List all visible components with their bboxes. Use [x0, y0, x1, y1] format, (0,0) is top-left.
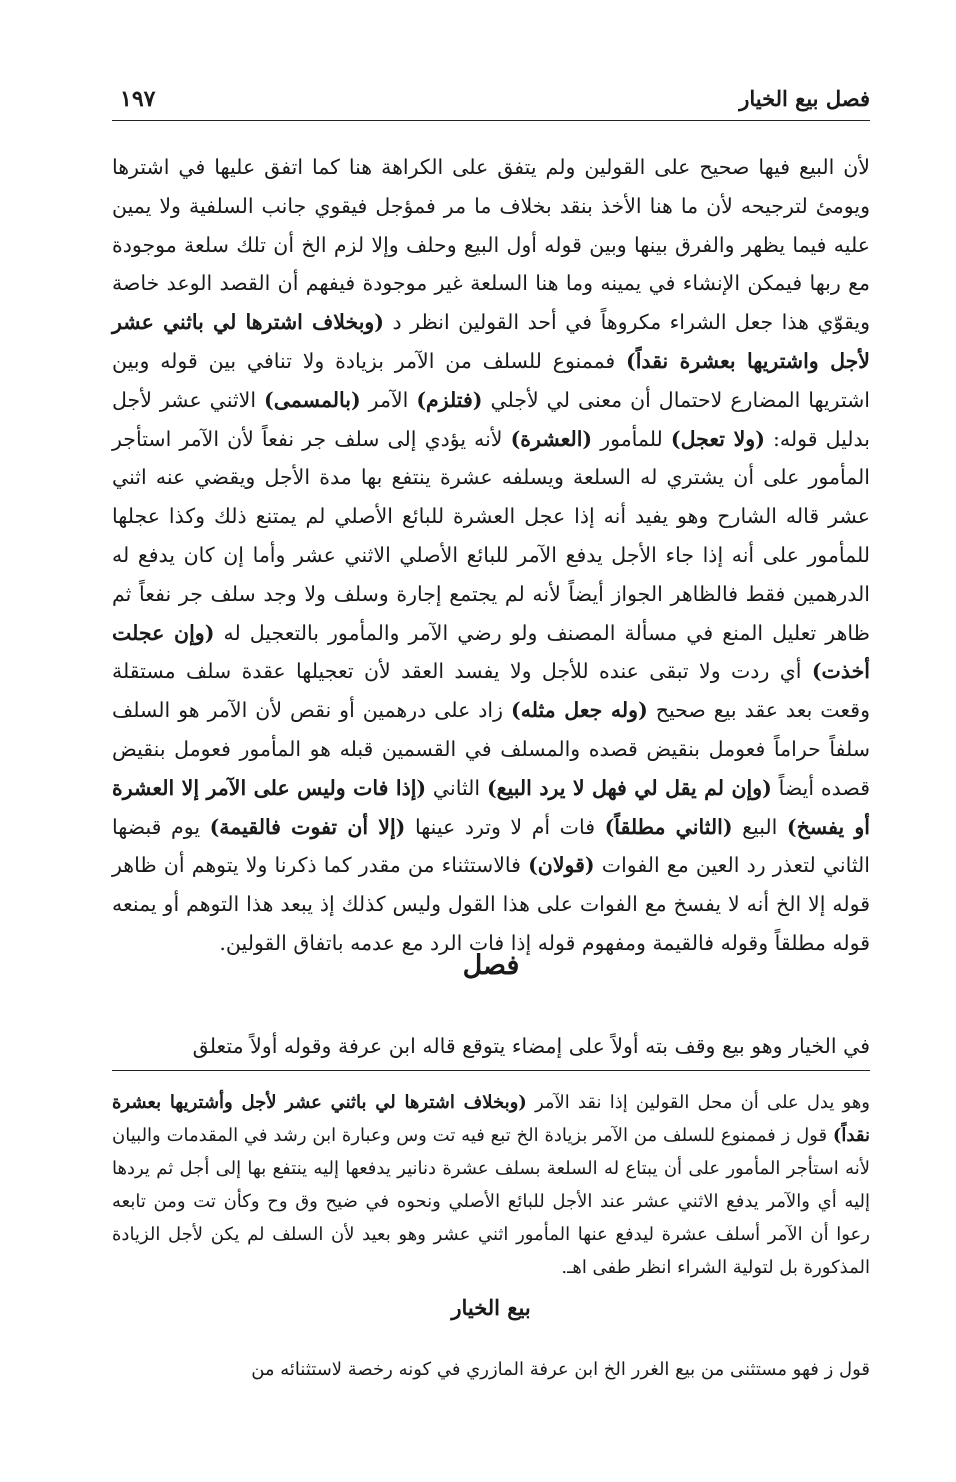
main-text [112, 148, 870, 963]
footnote-section-heading: بيع الخيار [451, 1295, 531, 1320]
matn-quote: (وبخلاف اشترها لي باثني عشر لأجل واشتريها بعشرة نقداً) [112, 310, 870, 373]
running-title: فصل بيع الخيار [739, 86, 870, 111]
footnote-text [112, 1086, 870, 1284]
matn-quote: (وإن لم يقل لي فهل لا يرد البيع) [486, 775, 772, 800]
matn-quote: (إذا فات وليس على الآمر إلا العشرة أو يفسخ) [112, 775, 871, 839]
matn-quote: (ولا تعجل) [670, 426, 765, 451]
matn-quote: (العشرة) [510, 426, 593, 451]
matn-quote: (بالمسمى) [264, 387, 361, 412]
matn-quote: (وبخلاف اشترها لي باثني عشر لأجل وأشتريها بعشرة نقداً) [112, 1092, 870, 1146]
main-paragraph: لأن البيع فيها صحيح على القولين ولم يتفق على الكراهة هنا كما اتفق عليها في اشترها ويومئ لترجيحه لأن ما هنا الأخذ بنقد بخلاف ما مر فمؤجل فيقوي جانب السلفية ولا يمين عليه فيما يظهر والفرق بينها وبين قوله أول البيع وحلف وإلا لزم الخ أن تلك سلعة موجودة مع ربها فيمكن الإنشاء في يمينه وما هنا السلعة غير موجودة فيفهم أن القصد الوعد خاصة ويقوّي هذا جعل الشراء مكروهاً في أحد القولين انظر د (وبخلاف اشترها لي باثني عشر لأجل واشتريها بعشرة نقداً) فممنوع للسلف من الآمر بزيادة ولا تنافي بين قوله وبين اشتريها المضارع لاحتمال أن معنى لي لأجلي (فتلزم) الآمر (بالمسمى) الاثني عشر لأجل بدليل قوله: (ولا تعجل) للمأمور (العشرة) لأنه يؤدي إلى سلف جر نفعاً لأن الآمر استأجر المأمور على أن يشتري له السلعة ويسلفه عشرة ينتفع بها مدة الأجل ويقضي عنه اثني عشر قاله الشارح وهو يفيد أنه إذا عجل العشرة للبائع الأصلي لم يمتنع ذلك وكذا عجلها للمأمور على أنه إذا جاء الأجل يدفع الآمر للبائع الأصلي الاثني عشر وأما إن كان يدفع له الدرهمين فقط فالظاهر الجواز أيضاً لأنه لم يجتمع إجارة وسلف ولا وجد سلف جر نفعاً ثم ظاهر تعليل المنع في مسألة المصنف ولو رضي الآمر والمأمور بالتعجيل له (وإن عجلت أخذت) أي ردت ولا تبقى عنده للأجل ولا يفسد العقد لأن تعجيلها عقدة سلف مستقلة وقعت بعد عقد بيع صحيح (وله جعل مثله) زاد على درهمين أو نقص لأن الآمر هو السلف سلفاً حراماً فعومل بنقيض قصده والمسلف في القسمين قبله هو المأمور فعومل بنقيض قصده أيضاً (وإن لم يقل لي فهل لا يرد البيع) الثاني (إذا فات وليس على الآمر إلا العشرة أو يفسخ) البيع (الثاني مطلقاً) فات أم لا وترد عينها (إلا أن تفوت فالقيمة) يوم قبضها الثاني لتعذر رد العين مع الفوات (قولان) فالاستثناء من مقدر كما ذكرنا ولا يتوهم أن ظاهر قوله إلا الخ أنه لا يفسخ مع الفوات على هذا القول وليس كذلك إذ يبعد هذا التوهم أو يمنعه قوله مطلقاً وقوله فالقيمة ومفهوم قوله إذا فات الرد مع عدمه باتفاق القولين. [112, 155, 871, 955]
footnote-separator [112, 1070, 870, 1071]
section-intro: في الخيار وهو بيع وقف بته أولاً على إمضاء يتوقع قاله ابن عرفة وقوله أولاً متعلق [192, 1033, 870, 1058]
matn-quote: (وله جعل مثله) [511, 698, 648, 723]
matn-quote: (الثاني مطلقاً) [604, 814, 733, 839]
matn-quote: (فتلزم) [416, 387, 483, 412]
footnote-continuation: قول ز فهو مستثنى من بيع الغرر الخ ابن عرفة المازري في كونه رخصة لاستثنائه من [251, 1359, 870, 1380]
matn-quote: (إلا أن تفوت فالقيمة) [209, 814, 406, 839]
footnote-paragraph: وهو يدل على أن محل القولين إذا نقد الآمر (وبخلاف اشترها لي باثني عشر لأجل وأشتريها بعشرة نقداً) قول ز فممنوع للسلف من الآمر بزيادة الخ تبع فيه تت وس وعبارة ابن رشد في المقدمات والبيان لأنه استأجر المأمور على أن يبتاع له السلعة بسلف عشرة دنانير يدفعها إليه ينتفع بها إلى أجل ثم يردها إليه أي والآمر يدفع الاثني عشر عند الأجل للبائع الأصلي ونحوه في ضيح وق وح وكأن تت ومن تابعه رعوا أن الآمر أسلف عشرة ليدفع عنها المأمور اثني عشر وهو بعيد لأن السلف لم يكن لأجل الزيادة المذكورة بل لتولية الشراء انظر طفى اهـ. [112, 1092, 870, 1278]
page-header [112, 80, 870, 121]
page-number: ١٩٧ [120, 86, 156, 112]
section-heading: فصل [462, 950, 520, 981]
matn-quote: (قولان) [528, 853, 595, 878]
matn-quote: (وإن عجلت أخذت) [112, 620, 870, 684]
